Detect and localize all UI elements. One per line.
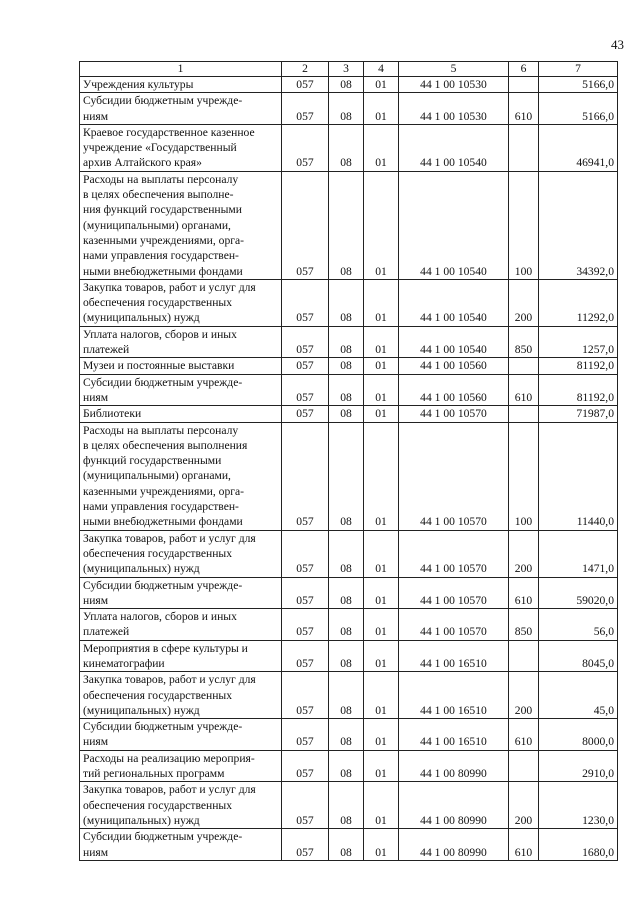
ministry-code-cell: 057 (282, 406, 329, 422)
expense-name-cell: Расходы на реализацию мероприя- тий региональных программ (80, 750, 282, 782)
ministry-code-cell: 057 (282, 124, 329, 171)
expense-type-cell: 850 (509, 326, 539, 358)
section-code-cell: 08 (329, 672, 364, 719)
table-row (80, 530, 618, 577)
section-code-cell: 08 (329, 358, 364, 374)
expense-name-cell: Закупка товаров, работ и услуг для обеспечения государственных (муниципальных) нужд (80, 530, 282, 577)
expense-name-cell: Краевое государственное казенное учреждение «Государственный архив Алтайского края» (80, 124, 282, 171)
subsection-code-cell: 01 (364, 782, 399, 829)
expense-type-cell: 610 (509, 93, 539, 125)
page-number: 43 (611, 37, 624, 52)
expense-type-cell: 100 (509, 171, 539, 279)
section-code-cell: 08 (329, 279, 364, 326)
section-code-cell: 08 (329, 77, 364, 93)
amount-cell: 34392,0 (539, 171, 618, 279)
target-article-cell: 44 1 00 80990 (399, 782, 509, 829)
subsection-code-cell: 01 (364, 640, 399, 672)
target-article-cell: 44 1 00 10560 (399, 374, 509, 406)
target-article-cell: 44 1 00 10570 (399, 609, 509, 641)
table-row (80, 406, 618, 422)
subsection-code-cell: 01 (364, 750, 399, 782)
section-code-cell: 08 (329, 406, 364, 422)
expense-name-cell: Библиотеки (80, 406, 282, 422)
subsection-code-cell: 01 (364, 672, 399, 719)
subsection-code-cell: 01 (364, 124, 399, 171)
amount-cell: 56,0 (539, 609, 618, 641)
expense-type-cell: 610 (509, 374, 539, 406)
table-row (80, 171, 618, 279)
expense-name-cell: Уплата налогов, сборов и иных платежей (80, 326, 282, 358)
column-header: 3 (329, 62, 364, 77)
subsection-code-cell: 01 (364, 171, 399, 279)
column-header: 1 (80, 62, 282, 77)
subsection-code-cell: 01 (364, 719, 399, 751)
ministry-code-cell: 057 (282, 672, 329, 719)
ministry-code-cell: 057 (282, 93, 329, 125)
ministry-code-cell: 057 (282, 609, 329, 641)
expense-name-cell: Уплата налогов, сборов и иных платежей (80, 609, 282, 641)
target-article-cell: 44 1 00 10560 (399, 358, 509, 374)
column-header: 5 (399, 62, 509, 77)
table-row (80, 124, 618, 171)
expense-type-cell (509, 750, 539, 782)
section-code-cell: 08 (329, 719, 364, 751)
expense-name-cell: Субсидии бюджетным учрежде- ниям (80, 93, 282, 125)
expense-name-cell: Субсидии бюджетным учрежде- ниям (80, 829, 282, 861)
table-row (80, 374, 618, 406)
subsection-code-cell: 01 (364, 577, 399, 609)
table-row (80, 93, 618, 125)
section-code-cell: 08 (329, 124, 364, 171)
table-row (80, 577, 618, 609)
subsection-code-cell: 01 (364, 609, 399, 641)
target-article-cell: 44 1 00 16510 (399, 719, 509, 751)
subsection-code-cell: 01 (364, 93, 399, 125)
ministry-code-cell: 057 (282, 719, 329, 751)
target-article-cell: 44 1 00 10570 (399, 422, 509, 530)
target-article-cell: 44 1 00 10540 (399, 326, 509, 358)
table-row (80, 422, 618, 530)
amount-cell: 71987,0 (539, 406, 618, 422)
expense-name-cell: Расходы на выплаты персоналу в целях обеспечения выполне- ния функций государственными (муниципальными) органами, казенными учреждениями, орга- нами управления государствен- ными внебюджетными фондами (80, 171, 282, 279)
expense-type-cell: 610 (509, 829, 539, 861)
expense-name-cell: Расходы на выплаты персоналу в целях обеспечения выполнения функций государственными (муниципальными) органами, казенными учреждениями, орга- нами управления государствен- ными внебюджетными фондами (80, 422, 282, 530)
ministry-code-cell: 057 (282, 577, 329, 609)
expense-type-cell: 100 (509, 422, 539, 530)
expense-name-cell: Закупка товаров, работ и услуг для обеспечения государственных (муниципальных) нужд (80, 672, 282, 719)
expense-type-cell: 200 (509, 279, 539, 326)
target-article-cell: 44 1 00 10540 (399, 279, 509, 326)
ministry-code-cell: 057 (282, 640, 329, 672)
table-row (80, 358, 618, 374)
section-code-cell: 08 (329, 374, 364, 406)
header-row (80, 62, 618, 77)
table-row (80, 77, 618, 93)
subsection-code-cell: 01 (364, 279, 399, 326)
subsection-code-cell: 01 (364, 829, 399, 861)
subsection-code-cell: 01 (364, 77, 399, 93)
expense-type-cell: 200 (509, 782, 539, 829)
section-code-cell: 08 (329, 609, 364, 641)
section-code-cell: 08 (329, 782, 364, 829)
ministry-code-cell: 057 (282, 279, 329, 326)
ministry-code-cell: 057 (282, 782, 329, 829)
section-code-cell: 08 (329, 93, 364, 125)
ministry-code-cell: 057 (282, 374, 329, 406)
table-row (80, 719, 618, 751)
expense-name-cell: Мероприятия в сфере культуры и кинематографии (80, 640, 282, 672)
table-row (80, 782, 618, 829)
amount-cell: 59020,0 (539, 577, 618, 609)
amount-cell: 11292,0 (539, 279, 618, 326)
table-row (80, 750, 618, 782)
expense-type-cell: 200 (509, 530, 539, 577)
section-code-cell: 08 (329, 829, 364, 861)
amount-cell: 46941,0 (539, 124, 618, 171)
section-code-cell: 08 (329, 750, 364, 782)
amount-cell: 8000,0 (539, 719, 618, 751)
amount-cell: 1257,0 (539, 326, 618, 358)
target-article-cell: 44 1 00 10570 (399, 530, 509, 577)
amount-cell: 1230,0 (539, 782, 618, 829)
amount-cell: 81192,0 (539, 374, 618, 406)
expense-type-cell (509, 124, 539, 171)
expense-name-cell: Субсидии бюджетным учрежде- ниям (80, 719, 282, 751)
ministry-code-cell: 057 (282, 750, 329, 782)
amount-cell: 8045,0 (539, 640, 618, 672)
table-row (80, 609, 618, 641)
amount-cell: 2910,0 (539, 750, 618, 782)
expense-name-cell: Субсидии бюджетным учрежде- ниям (80, 577, 282, 609)
expense-type-cell (509, 640, 539, 672)
ministry-code-cell: 057 (282, 171, 329, 279)
section-code-cell: 08 (329, 530, 364, 577)
table-row (80, 672, 618, 719)
target-article-cell: 44 1 00 10530 (399, 93, 509, 125)
target-article-cell: 44 1 00 10540 (399, 171, 509, 279)
section-code-cell: 08 (329, 326, 364, 358)
subsection-code-cell: 01 (364, 530, 399, 577)
expense-name-cell: Учреждения культуры (80, 77, 282, 93)
target-article-cell: 44 1 00 10570 (399, 577, 509, 609)
amount-cell: 11440,0 (539, 422, 618, 530)
table-row (80, 326, 618, 358)
table-row (80, 279, 618, 326)
ministry-code-cell: 057 (282, 422, 329, 530)
expense-type-cell: 610 (509, 577, 539, 609)
target-article-cell: 44 1 00 16510 (399, 640, 509, 672)
budget-table (79, 61, 618, 861)
expense-name-cell: Субсидии бюджетным учрежде- ниям (80, 374, 282, 406)
ministry-code-cell: 057 (282, 326, 329, 358)
ministry-code-cell: 057 (282, 829, 329, 861)
amount-cell: 5166,0 (539, 77, 618, 93)
amount-cell: 5166,0 (539, 93, 618, 125)
subsection-code-cell: 01 (364, 358, 399, 374)
column-header: 7 (539, 62, 618, 77)
section-code-cell: 08 (329, 640, 364, 672)
expense-type-cell (509, 77, 539, 93)
expense-type-cell: 610 (509, 719, 539, 751)
subsection-code-cell: 01 (364, 374, 399, 406)
section-code-cell: 08 (329, 422, 364, 530)
target-article-cell: 44 1 00 10540 (399, 124, 509, 171)
target-article-cell: 44 1 00 16510 (399, 672, 509, 719)
expense-type-cell: 200 (509, 672, 539, 719)
target-article-cell: 44 1 00 10530 (399, 77, 509, 93)
target-article-cell: 44 1 00 80990 (399, 750, 509, 782)
target-article-cell: 44 1 00 10570 (399, 406, 509, 422)
table-row (80, 829, 618, 861)
expense-name-cell: Закупка товаров, работ и услуг для обеспечения государственных (муниципальных) нужд (80, 782, 282, 829)
column-header: 2 (282, 62, 329, 77)
expense-type-cell (509, 358, 539, 374)
section-code-cell: 08 (329, 577, 364, 609)
expense-name-cell: Музеи и постоянные выставки (80, 358, 282, 374)
ministry-code-cell: 057 (282, 77, 329, 93)
expense-type-cell (509, 406, 539, 422)
amount-cell: 45,0 (539, 672, 618, 719)
ministry-code-cell: 057 (282, 530, 329, 577)
expense-name-cell: Закупка товаров, работ и услуг для обеспечения государственных (муниципальных) нужд (80, 279, 282, 326)
subsection-code-cell: 01 (364, 422, 399, 530)
expense-type-cell: 850 (509, 609, 539, 641)
subsection-code-cell: 01 (364, 406, 399, 422)
amount-cell: 1471,0 (539, 530, 618, 577)
ministry-code-cell: 057 (282, 358, 329, 374)
target-article-cell: 44 1 00 80990 (399, 829, 509, 861)
amount-cell: 81192,0 (539, 358, 618, 374)
amount-cell: 1680,0 (539, 829, 618, 861)
section-code-cell: 08 (329, 171, 364, 279)
subsection-code-cell: 01 (364, 326, 399, 358)
column-header: 4 (364, 62, 399, 77)
table-row (80, 640, 618, 672)
column-header: 6 (509, 62, 539, 77)
